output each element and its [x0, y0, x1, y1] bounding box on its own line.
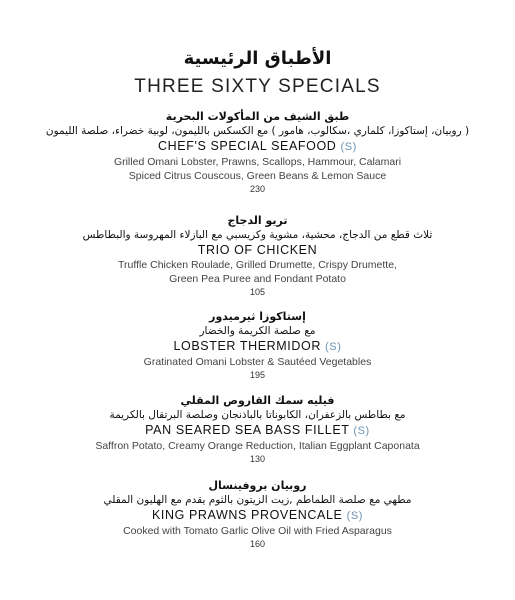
dish-name-text: PAN SEARED SEA BASS FILLET: [145, 423, 350, 437]
dish-description-english-line2: Spiced Citrus Couscous, Green Beans & Lemon Sauce: [128, 170, 387, 182]
dish-price: 230: [249, 184, 266, 194]
menu-item-pan-seared-sea-bass: [0, 393, 515, 466]
dish-description-arabic: مطهي مع صلصة الطماطم ,زيت الزيتون بالثوم يقدم مع الهليون المقلي: [103, 494, 412, 506]
dish-price: 160: [249, 539, 266, 549]
menu-item-chefs-special-seafood: [0, 109, 515, 196]
dish-name-text: LOBSTER THERMIDOR: [173, 339, 321, 353]
seafood-badge: (S): [325, 341, 342, 353]
dish-description-english: Truffle Chicken Roulade, Grilled Drumette, Crispy Drumette,: [118, 259, 397, 271]
dish-description-arabic: ثلاث قطع من الدجاج، محشية، مشوية وكريسبي مع البازلاء المهروسة والبطاطس: [82, 229, 433, 241]
menu-title-english: THREE SIXTY SPECIALS: [134, 76, 381, 97]
dish-name-english: [0, 339, 515, 355]
seafood-badge: (S): [340, 141, 357, 153]
menu-item-lobster-thermidor: [0, 309, 515, 382]
dish-name-english: [0, 139, 515, 155]
dish-description-arabic: مع بطاطس بالزعفران، الكابوناتا بالباذنجان وصلصة البرتقال بالكريمة: [109, 409, 406, 421]
dish-name-arabic: إستاكوزا ثيرميدور: [209, 310, 306, 323]
menu-item-trio-of-chicken: [0, 213, 515, 299]
dish-description-english-line2: Green Pea Puree and Fondant Potato: [169, 273, 346, 285]
dish-name-english: [0, 243, 515, 258]
dish-name-english: [0, 423, 515, 439]
dish-name-arabic: طبق الشيف من المأكولات البحرية: [165, 110, 350, 123]
seafood-badge: (S): [346, 510, 364, 522]
dish-price: 130: [249, 454, 266, 464]
dish-name-text: TRIO OF CHICKEN: [197, 243, 318, 257]
dish-description-english: Saffron Potato, Creamy Orange Reduction, Italian Eggplant Caponata: [95, 440, 420, 452]
dish-description-arabic: مع صلصة الكريمة والخضار: [199, 325, 316, 337]
dish-description-english: Gratinated Omani Lobster & Sautéed Vegetables: [143, 356, 372, 368]
dish-name-english: [0, 508, 515, 524]
menu-item-king-prawns-provencale: [0, 478, 515, 551]
dish-description-english: Grilled Omani Lobster, Prawns, Scallops, Hammour, Calamari: [113, 156, 402, 168]
dish-name-arabic: روبيان بروفينسال: [208, 479, 307, 492]
dish-price: 195: [249, 370, 266, 380]
dish-name-arabic: فيليه سمك القاروص المقلي: [180, 394, 335, 407]
menu-title-arabic: الأطباق الرئيسية: [183, 48, 332, 69]
dish-name-text: KING PRAWNS PROVENCALE: [151, 508, 343, 522]
seafood-badge: (S): [353, 425, 370, 437]
dish-description-english: Cooked with Tomato Garlic Olive Oil with Fried Asparagus: [123, 525, 392, 537]
dish-price: 105: [249, 287, 266, 297]
dish-name-arabic: تريو الدجاج: [227, 214, 288, 227]
dish-description-arabic: ( روبيان، إستاكوزا، كلماري ،سكالوب، هامور ) مع الكسكس بالليمون، لوبية خضراء، صلصة الليمون: [45, 125, 470, 137]
dish-name-text: CHEF'S SPECIAL SEAFOOD: [158, 139, 337, 153]
